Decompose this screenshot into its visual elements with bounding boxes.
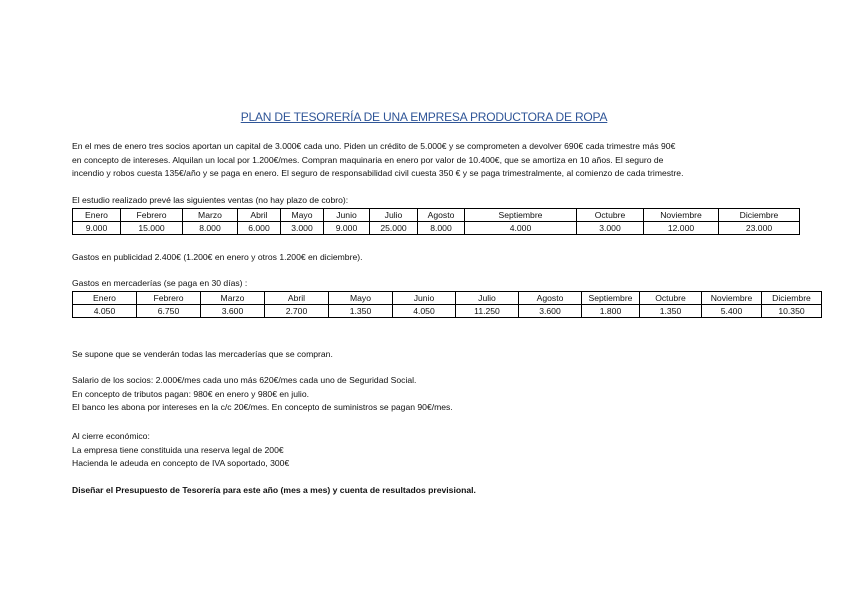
sales-value: 8.000 <box>418 222 465 235</box>
sales-value: 15.000 <box>121 222 183 235</box>
advertising-text: Gastos en publicidad 2.400€ (1.200€ en enero y otros 1.200€ en diciembre). <box>72 252 363 262</box>
goods-value: 10.350 <box>762 305 822 318</box>
goods-value: 1.350 <box>329 305 393 318</box>
month-header: Julio <box>456 292 519 305</box>
goods-value: 3.600 <box>519 305 582 318</box>
month-header: Noviembre <box>702 292 762 305</box>
month-header: Septiembre <box>465 209 577 222</box>
month-header: Febrero <box>137 292 201 305</box>
sales-value: 6.000 <box>238 222 281 235</box>
sales-value: 23.000 <box>719 222 800 235</box>
closing-line: Hacienda le adeuda en concepto de IVA soportado, 300€ <box>72 458 290 468</box>
month-header: Noviembre <box>644 209 719 222</box>
sales-value-row <box>73 222 800 235</box>
intro-line: incendio y robos cuesta 135€/año y se paga en enero. El seguro de responsabilidad civil cuesta 350 € y se paga trimestralmente, al comienzo de cada trimestre. <box>72 168 684 178</box>
goods-value: 2.700 <box>265 305 329 318</box>
goods-label: Gastos en mercaderías (se paga en 30 días) : <box>72 278 248 288</box>
goods-value: 4.050 <box>73 305 137 318</box>
closing-paragraph <box>72 430 289 471</box>
sales-value: 9.000 <box>73 222 121 235</box>
expense-line: Salario de los socios: 2.000€/mes cada uno más 620€/mes cada uno de Seguridad Social. <box>72 375 417 385</box>
intro-line: en concepto de intereses. Alquilan un local por 1.200€/mes. Compran maquinaria en enero por valor de 10.400€, que se amortiza en 10 años. El seguro de <box>72 154 664 165</box>
sales-value: 3.000 <box>281 222 324 235</box>
closing-line: La empresa tiene constituida una reserva legal de 200€ <box>72 444 284 455</box>
month-header: Agosto <box>418 209 465 222</box>
goods-value: 6.750 <box>137 305 201 318</box>
expense-line: El banco les abona por intereses en la c/c 20€/mes. En concepto de suministros se pagan 90€/mes. <box>72 402 453 412</box>
sales-value: 9.000 <box>324 222 370 235</box>
goods-value: 5.400 <box>702 305 762 318</box>
goods-header-row <box>73 292 822 305</box>
sales-value: 25.000 <box>370 222 418 235</box>
month-header: Septiembre <box>582 292 640 305</box>
sales-value: 4.000 <box>465 222 577 235</box>
closing-line: Al cierre económico: <box>72 431 150 441</box>
sales-header-row <box>73 209 800 222</box>
sales-value: 3.000 <box>577 222 644 235</box>
intro-line: En el mes de enero tres socios aportan un capital de 3.000€ cada uno. Piden un crédito de 5.000€ y se comprometen a devolver 690€ cada trimestre más 90€ <box>72 141 676 151</box>
sales-value: 12.000 <box>644 222 719 235</box>
goods-value: 1.350 <box>640 305 702 318</box>
expense-line: En concepto de tributos pagan: 980€ en enero y 980€ en julio. <box>72 388 309 399</box>
goods-value-row <box>73 305 822 318</box>
month-header: Marzo <box>201 292 265 305</box>
month-header: Octubre <box>577 209 644 222</box>
month-header: Marzo <box>183 209 238 222</box>
month-header: Enero <box>73 209 121 222</box>
month-header: Mayo <box>329 292 393 305</box>
month-header: Mayo <box>281 209 324 222</box>
month-header: Abril <box>265 292 329 305</box>
task-statement: Diseñar el Presupuesto de Tesorería para este año (mes a mes) y cuenta de resultados previsional. <box>72 485 476 495</box>
expenses-paragraph <box>72 374 453 415</box>
month-header: Junio <box>393 292 456 305</box>
month-header: Febrero <box>121 209 183 222</box>
page-title: PLAN DE TESORERÍA DE UNA EMPRESA PRODUCTORA DE ROPA <box>240 110 608 124</box>
goods-value: 4.050 <box>393 305 456 318</box>
month-header: Diciembre <box>719 209 800 222</box>
month-header: Octubre <box>640 292 702 305</box>
month-header: Agosto <box>519 292 582 305</box>
sales-table <box>72 208 800 235</box>
sales-label: El estudio realizado prevé las siguientes ventas (no hay plazo de cobro): <box>72 195 349 205</box>
month-header: Diciembre <box>762 292 822 305</box>
month-header: Julio <box>370 209 418 222</box>
month-header: Abril <box>238 209 281 222</box>
intro-paragraph <box>72 140 683 181</box>
assumption-text: Se supone que se venderán todas las mercaderías que se compran. <box>72 349 333 359</box>
sales-value: 8.000 <box>183 222 238 235</box>
goods-table <box>72 291 822 318</box>
month-header: Junio <box>324 209 370 222</box>
goods-value: 1.800 <box>582 305 640 318</box>
month-header: Enero <box>73 292 137 305</box>
goods-value: 3.600 <box>201 305 265 318</box>
goods-value: 11.250 <box>456 305 519 318</box>
